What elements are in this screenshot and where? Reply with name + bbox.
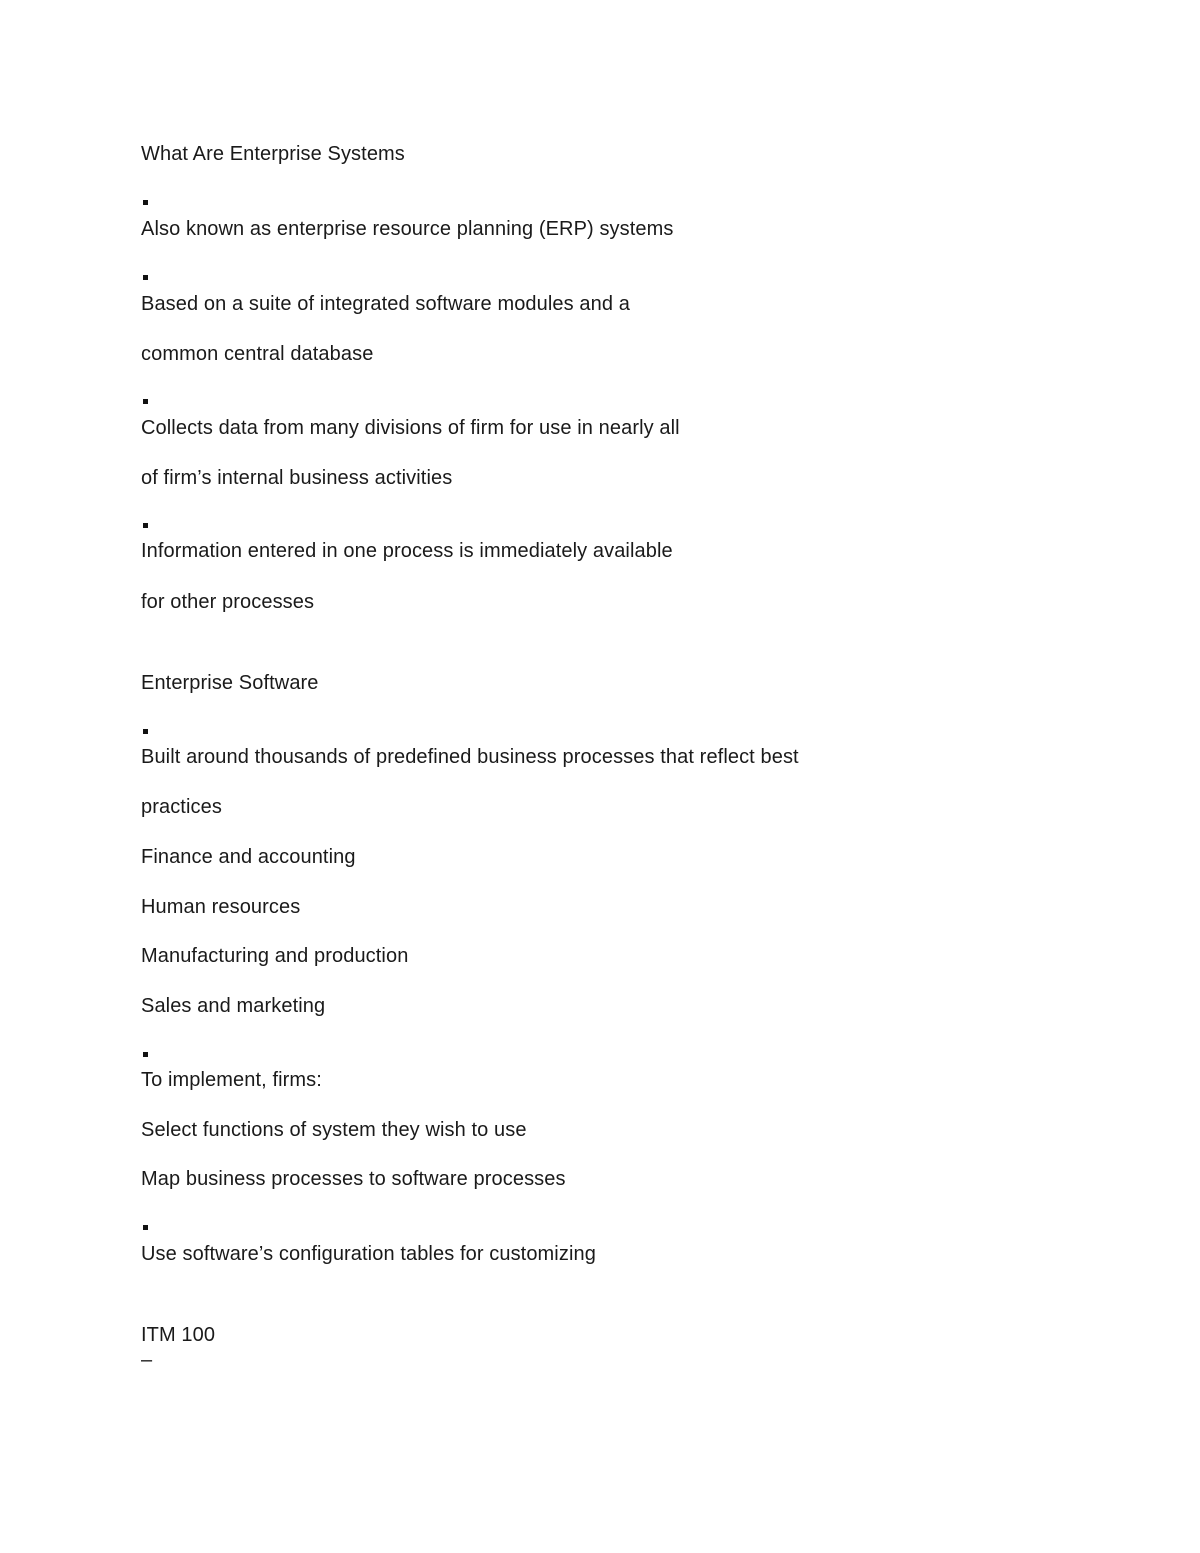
bullet-text: Use software’s configuration tables for customizing: [141, 1243, 596, 1265]
footer-dash: –: [141, 1349, 153, 1371]
bullet-icon: [143, 1225, 148, 1230]
bullet-icon: [143, 523, 148, 528]
bullet-text: Built around thousands of predefined business processes that reflect best: [141, 746, 799, 768]
bullet-icon: [143, 200, 148, 205]
bullet-text-continuation: common central database: [141, 343, 374, 365]
bullet-text: To implement, firms:: [141, 1069, 322, 1091]
bullet-icon: [143, 275, 148, 280]
sub-item: Select functions of system they wish to use: [141, 1119, 527, 1141]
bullet-text: Also known as enterprise resource planning (ERP) systems: [141, 218, 674, 240]
bullet-text: Based on a suite of integrated software modules and a: [141, 293, 630, 315]
bullet-text-continuation: of firm’s internal business activities: [141, 467, 453, 489]
sub-item: Finance and accounting: [141, 846, 356, 868]
sub-item: Manufacturing and production: [141, 945, 409, 967]
bullet-text-continuation: for other processes: [141, 591, 315, 613]
sub-item: Map business processes to software processes: [141, 1168, 566, 1190]
section-title-enterprise-software: Enterprise Software: [141, 672, 319, 694]
bullet-icon: [143, 729, 148, 734]
course-code: ITM 100: [141, 1324, 216, 1346]
section-title-enterprise-systems: What Are Enterprise Systems: [141, 143, 405, 165]
sub-item: Sales and marketing: [141, 995, 326, 1017]
bullet-text: Information entered in one process is immediately available: [141, 540, 673, 562]
bullet-icon: [143, 1052, 148, 1057]
bullet-text-continuation: practices: [141, 796, 222, 818]
sub-item: Human resources: [141, 896, 301, 918]
bullet-text: Collects data from many divisions of firm for use in nearly all: [141, 417, 680, 439]
bullet-icon: [143, 399, 148, 404]
